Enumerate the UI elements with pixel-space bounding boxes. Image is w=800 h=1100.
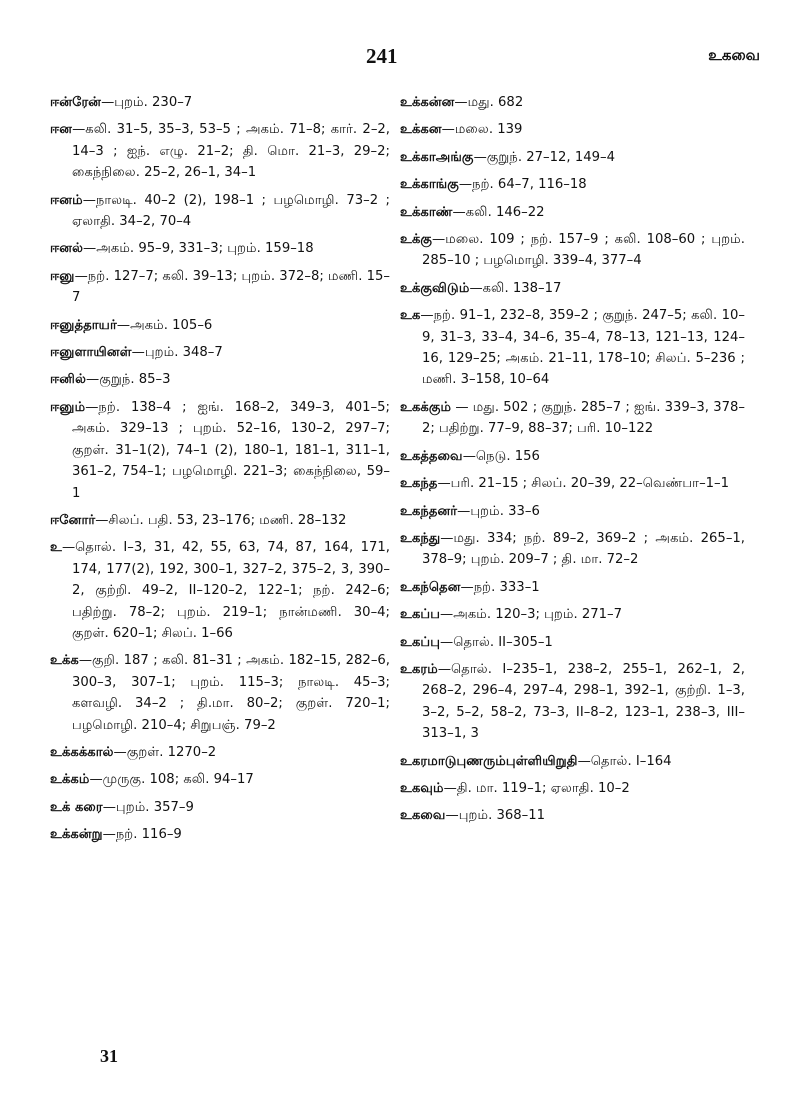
entry-headword: உகந்தென <box>400 579 461 595</box>
entry-headword: உகரமாடுபுணரும்புள்ளியிறுதி <box>400 753 578 769</box>
entry-references: —தி. மா. 119–1; ஏலாதி. 10–2 <box>443 780 630 796</box>
entry-headword: ஈனுளாயினள் <box>50 345 132 361</box>
entry-references: —மது. 334; நற். 89–2, 369–2 ; அகம். 265–1, 378–9; புறம். 209–7 ; தி. மா. 72–2 <box>422 530 745 568</box>
entry-references: — மது. 502 ; குறுந். 285–7 ; ஐங். 339–3, 378–2; பதிற்று. 77–9, 88–37; பரி. 10–122 <box>422 399 745 437</box>
index-entry <box>400 473 745 494</box>
entry-references: —தொல். I–3, 31, 42, 55, 63, 74, 87, 164, 171, 174, 177(2), 192, 300–1, 327–2, 375–2, 3, 390–2, குற்றி. 49–2, II–120–2, 122–1; நற். 242–6; பதிற்று. 78–2; புறம். 219–1; நான்மணி. 30–4; குறள். 620–1; சிலப். 1–66 <box>61 540 390 641</box>
index-entry <box>400 528 745 571</box>
entry-headword: ஈனோர் <box>50 512 96 528</box>
entry-references: —மலை. 139 <box>441 122 523 138</box>
entry-headword: ஈனம் <box>50 192 83 208</box>
index-entry <box>400 147 745 168</box>
index-entry <box>400 604 745 625</box>
index-entry <box>50 397 390 504</box>
index-entry <box>400 229 745 272</box>
index-entry <box>400 778 745 799</box>
page-header <box>0 44 800 74</box>
entry-headword: உக்கன்று <box>50 827 103 843</box>
entry-references: —தொல். I–164 <box>577 753 672 769</box>
entry-headword: உகவை <box>400 808 446 824</box>
entry-headword: உகந்த <box>400 476 438 492</box>
index-entry <box>400 119 745 140</box>
index-entry <box>50 824 390 845</box>
entry-headword: ஈனில் <box>50 372 87 388</box>
index-entry <box>50 510 390 531</box>
index-entry <box>50 92 390 113</box>
entry-headword: உகப்ப <box>400 607 441 623</box>
entry-references: —தொல். II–305–1 <box>440 634 553 650</box>
index-entry <box>400 805 745 826</box>
index-entry <box>50 797 390 818</box>
right-column <box>400 92 745 833</box>
entry-headword: உக் கரை <box>50 799 103 815</box>
entry-headword: உக்கம் <box>50 772 90 788</box>
index-entry <box>400 305 745 391</box>
index-entry <box>50 369 390 390</box>
entry-references: —புறம். 33–6 <box>457 503 540 519</box>
entry-references: —தொல். I–235–1, 238–2, 255–1, 262–1, 2, 268–2, 296–4, 297–4, 298–1, 392–1, குற்றி. 1–3, 3–2, 5–2, 58–2, 73–3, II–8–2, 123–1, 238–3, III–313–1, 3 <box>422 661 745 742</box>
entry-references: —மது. 682 <box>454 95 524 110</box>
index-entry <box>50 342 390 363</box>
page-number: 241 <box>366 44 398 68</box>
entry-references: —அகம். 105–6 <box>116 317 213 333</box>
entry-references: —நெடு. 156 <box>462 448 540 464</box>
entry-references: —நற். 91–1, 232–8, 359–2 ; குறுந். 247–5; கலி. 10–9, 31–3, 33–4, 34–6, 35–4, 78–13, 121–13, 124–16, 129–25; அகம். 21–11, 178–10; சிலப். 5–236 ; மணி. 3–158, 10–64 <box>420 308 745 388</box>
entry-references: —பரி. 21–15 ; சிலப். 20–39, 22–வெண்பா–1–1 <box>437 476 730 492</box>
index-entry <box>50 650 390 736</box>
entry-references: —நற். 138–4 ; ஐங். 168–2, 349–3, 401–5; அகம். 329–13 ; புறம். 52–16, 130–2, 297–7; குறள். 31–1(2), 74–1 (2), 180–1, 181–1, 311–1, 361–2, 754–1; பழமொழி. 221–3; கைந்நிலை, 59–1 <box>72 399 390 501</box>
running-head: உகவை <box>708 46 760 64</box>
index-entry <box>50 238 390 259</box>
index-entry <box>50 537 390 644</box>
entry-references: —கலி. 146–22 <box>452 204 545 220</box>
index-entry <box>400 632 745 653</box>
index-entry <box>400 446 745 467</box>
entry-headword: ஈனுத்தாயர் <box>50 317 117 333</box>
entry-references: —நாலடி. 40–2 (2), 198–1 ; பழமொழி. 73–2 ; ஏலாதி. 34–2, 70–4 <box>72 192 390 230</box>
entry-references: —நற். 333–1 <box>460 579 540 595</box>
entry-headword: உக்காங்கு <box>400 177 459 193</box>
entry-references: —நற். 116–9 <box>102 827 182 843</box>
entry-headword: உக்க <box>50 653 79 669</box>
index-entry <box>50 266 390 309</box>
index-entry <box>400 659 745 745</box>
signature-mark: 31 <box>100 1046 118 1066</box>
entry-headword: உக <box>400 308 421 324</box>
index-entry <box>50 742 390 763</box>
entry-headword: ஈனல் <box>50 241 84 257</box>
index-entry <box>50 119 390 183</box>
entry-references: —புறம். 368–11 <box>445 808 546 824</box>
entry-references: —புறம். 348–7 <box>131 345 223 361</box>
left-column <box>50 92 390 852</box>
entry-references: —சிலப். பதி. 53, 23–176; மணி. 28–132 <box>95 512 347 528</box>
entry-references: —குறி. 187 ; கலி. 81–31 ; அகம். 182–15, 282–6, 300–3, 307–1; புறம். 115–3; நாலடி. 45–3; களவழி. 34–2 ; தி.மா. 80–2; குறள். 720–1; பழமொழி. 210–4; சிறுபஞ். 79–2 <box>72 653 390 733</box>
entry-references: —குறுந். 85–3 <box>86 372 171 388</box>
entry-references: —புறம். 357–9 <box>102 799 194 815</box>
entry-headword: உகந்து <box>400 530 441 546</box>
entry-references: —அகம். 95–9, 331–3; புறம். 159–18 <box>83 241 314 257</box>
index-entry <box>400 577 745 598</box>
index-entry <box>400 501 745 522</box>
entry-headword: உக்கன <box>400 122 442 138</box>
entry-references: —புறம். 230–7 <box>101 95 193 110</box>
entry-references: —நற். 127–7; கலி. 39–13; புறம். 372–8; மணி. 15–7 <box>72 268 391 306</box>
entry-references: —மலை. 109 ; நற். 157–9 ; கலி. 108–60 ; புறம். 285–10 ; பழமொழி. 339–4, 377–4 <box>422 232 745 269</box>
index-entry <box>50 190 390 233</box>
entry-headword: உகப்பு <box>400 634 441 650</box>
entry-references: —அகம். 120–3; புறம். 271–7 <box>440 607 623 623</box>
entry-headword: ஈனும் <box>50 399 86 415</box>
entry-headword: உக்காஅங்கு <box>400 149 474 165</box>
entry-headword: உக்கு <box>400 232 433 248</box>
entry-references: —முருகு. 108; கலி. 94–17 <box>89 772 254 788</box>
entry-headword: ஈனு <box>50 268 75 284</box>
index-entry <box>50 315 390 336</box>
index-entry <box>400 202 745 223</box>
entry-headword: உக்குவிடும் <box>400 280 470 296</box>
entry-headword: உக்காண் <box>400 204 453 220</box>
entry-headword: ஈன <box>50 122 73 138</box>
index-entry <box>400 174 745 195</box>
entry-headword: உகந்தனர் <box>400 503 458 519</box>
entry-references: —குறுந். 27–12, 149–4 <box>473 149 615 165</box>
entry-headword: உக்கக்கால் <box>50 744 114 760</box>
entry-references: —குறள். 1270–2 <box>113 744 217 760</box>
index-entry <box>400 397 745 440</box>
entry-headword: உக்கன்ன <box>400 95 455 110</box>
entry-references: —நற். 64–7, 116–18 <box>458 177 587 193</box>
index-entry <box>400 92 745 113</box>
index-entry <box>400 278 745 299</box>
entry-references: —கலி. 31–5, 35–3, 53–5 ; அகம். 71–8; கார். 2–2, 14–3 ; ஐந். எழு. 21–2; தி. மொ. 21–3, 29–2; கைந்நிலை. 25–2, 26–1, 34–1 <box>72 122 390 181</box>
entry-headword: உகரம் <box>400 661 438 677</box>
entry-references: —கலி. 138–17 <box>469 280 562 296</box>
entry-headword: உகவும் <box>400 780 444 796</box>
entry-headword: ஈன்ரேன் <box>50 95 102 110</box>
entry-headword: உகத்தவை <box>400 448 463 464</box>
index-entry <box>400 751 745 772</box>
entry-headword: உகக்கும் <box>400 399 452 415</box>
index-entry <box>50 769 390 790</box>
entry-headword: உ <box>50 540 62 556</box>
